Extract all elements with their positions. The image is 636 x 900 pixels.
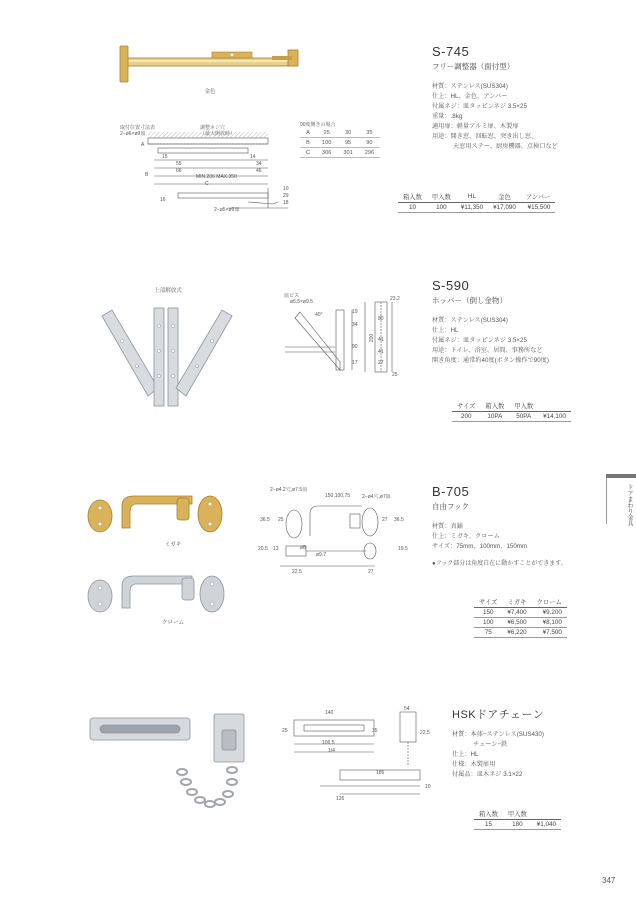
table-row bbox=[474, 608, 567, 618]
s745-photo-caption: 金色 bbox=[204, 89, 216, 95]
s745-min-max: MIN.206 MAX.350 bbox=[196, 174, 237, 180]
table-cell: 95 bbox=[337, 138, 358, 148]
table-header bbox=[532, 808, 561, 820]
table-header: ミガキ bbox=[502, 596, 531, 608]
spec-line: サイズ：75mm、100mm、150mm bbox=[432, 543, 528, 550]
table-cell: 75 bbox=[474, 628, 502, 638]
spec-line: 仕様：木製扉用 bbox=[452, 761, 496, 768]
spec-line: 材質：ステンレス(SUS304) bbox=[432, 317, 508, 324]
side-tab-label: ドアまわり金具 bbox=[626, 484, 632, 526]
b705-holes-left: 2−ø4.2穴,ø7.5皿 bbox=[270, 487, 308, 493]
table-header: 箱入数 bbox=[474, 808, 503, 820]
b705-dim: 13 bbox=[273, 546, 279, 552]
table-header: アンバー bbox=[521, 191, 556, 203]
table-cell: 150 bbox=[474, 608, 502, 618]
b705-name: 自由フック bbox=[432, 502, 469, 511]
table-cell: 180 bbox=[503, 820, 532, 830]
table-cell: ¥11,350 bbox=[456, 203, 488, 213]
s745-dim-10: 10 bbox=[283, 186, 289, 192]
s590-drawing bbox=[280, 292, 410, 382]
table-cell: 35 bbox=[359, 128, 380, 138]
b705-dim: 25 bbox=[278, 517, 284, 523]
table-cell: 10PA bbox=[480, 412, 509, 422]
table-row bbox=[474, 820, 561, 830]
table-row bbox=[474, 618, 567, 628]
table-cell: 100 bbox=[427, 203, 456, 213]
s745-dim-66: 66 bbox=[176, 168, 182, 174]
table-cell: 301 bbox=[337, 148, 358, 158]
b705-holes-right: 2−ø4穴,ø7皿 bbox=[362, 494, 391, 500]
hsk-specs bbox=[452, 730, 544, 780]
b705-dim: 19.5 bbox=[398, 546, 408, 552]
table-cell: 296 bbox=[359, 148, 380, 158]
s745-info bbox=[432, 44, 558, 152]
spec-line: 開き角度：通常約40度(ボタン操作で90度) bbox=[432, 357, 549, 364]
s745-photo bbox=[112, 40, 312, 88]
table-header: 金色 bbox=[488, 191, 521, 203]
s590-dim: 41 bbox=[378, 337, 384, 343]
b705-code: B-705 bbox=[432, 484, 470, 499]
table-cell: ¥7,500 bbox=[532, 628, 567, 638]
s745-screw-holes2-label: 2−ø5×ø9皿 bbox=[214, 207, 240, 213]
s745-dim-16: 16 bbox=[160, 197, 166, 203]
b705-dim: ø9.7 bbox=[316, 552, 327, 558]
b705-price-table bbox=[474, 596, 567, 638]
table-cell: ¥17,090 bbox=[488, 203, 521, 213]
s745-open90-block bbox=[300, 121, 380, 158]
spec-line: 仕上：HL、金色、アンバー bbox=[432, 93, 508, 100]
s590-dim: 34 bbox=[352, 322, 358, 328]
s745-letter-c: C bbox=[205, 181, 209, 187]
spec-line: 材質：本体−ステンレス(SUS430) bbox=[452, 731, 544, 738]
hsk-dim: 186 bbox=[376, 770, 385, 776]
table-cell: ¥6,220 bbox=[502, 628, 531, 638]
s745-letter-a: A bbox=[141, 142, 145, 148]
hsk-info bbox=[452, 706, 544, 780]
spec-line: チェーン−鉄 bbox=[473, 741, 508, 748]
spec-line: 適用扉：軽量アルミ扉、木製扉 bbox=[432, 123, 519, 130]
table-header: 甲入数 bbox=[427, 191, 456, 203]
side-tab-bar bbox=[606, 474, 636, 478]
hsk-code: HSKドアチェーン bbox=[452, 709, 545, 721]
table-header: サイズ bbox=[452, 400, 480, 412]
table-row bbox=[398, 203, 555, 213]
s590-photo bbox=[92, 296, 242, 416]
table-header: 箱入数 bbox=[480, 400, 509, 412]
b705-caption-chrome: クローム bbox=[161, 620, 184, 626]
b705-dim: 36.5 bbox=[260, 517, 270, 523]
b705-caption-brass: ミガキ bbox=[164, 542, 182, 548]
b705-note: ●フック部分は角度自在に動かすことができます。 bbox=[432, 561, 567, 567]
s745-open90-table bbox=[300, 128, 380, 158]
spec-line: 仕上：HL bbox=[452, 751, 479, 758]
s745-adjust-screw-label: 調整ネジ穴 bbox=[200, 125, 226, 131]
table-header: HL bbox=[456, 191, 488, 203]
hsk-price-table bbox=[474, 808, 561, 830]
table-row bbox=[452, 412, 571, 422]
s745-dim-29: 29 bbox=[283, 193, 289, 199]
s745-price-table bbox=[398, 191, 555, 213]
s590-price-table bbox=[452, 400, 571, 422]
table-cell: A bbox=[300, 128, 316, 138]
s745-mount-pitch-label: 取付位置寸法表 bbox=[120, 125, 156, 131]
table-cell: ¥14,100 bbox=[538, 412, 571, 422]
table-header: クローム bbox=[532, 596, 567, 608]
s590-dim: 23.2 bbox=[390, 296, 400, 302]
b705-dim: 27 bbox=[382, 517, 388, 523]
table-header-row bbox=[474, 596, 567, 608]
table-header: 甲入数 bbox=[509, 400, 538, 412]
s745-screw-holes-label: 2−ø6×ø9皿 bbox=[120, 131, 146, 137]
b705-photo-brass bbox=[82, 488, 232, 538]
s745-open90-title: 90度開きの場合 bbox=[300, 122, 336, 128]
s590-angle: 40° bbox=[315, 312, 323, 318]
hsk-dim: 1/4 bbox=[328, 748, 335, 754]
table-cell: ¥7,400 bbox=[502, 608, 531, 618]
s745-dim-55: 55 bbox=[176, 161, 182, 167]
table-cell: ¥9,200 bbox=[532, 608, 567, 618]
b705-dim: 27 bbox=[368, 569, 374, 575]
spec-line: 用途：開き窓、回転窓、突き出し窓、 bbox=[432, 133, 538, 140]
table-header bbox=[538, 400, 571, 412]
hsk-dim: 126 bbox=[336, 796, 345, 802]
table-cell: 10 bbox=[398, 203, 427, 213]
s745-code: S-745 bbox=[432, 44, 470, 59]
s590-code: S-590 bbox=[432, 278, 470, 293]
b705-dim: ø8 bbox=[300, 545, 306, 551]
spec-line: 仕上：HL bbox=[432, 327, 459, 334]
s590-specs bbox=[432, 316, 549, 366]
s590-dim: 80 bbox=[378, 316, 384, 322]
b705-lengths: 150,100,75 bbox=[325, 493, 351, 499]
table-header: 箱入数 bbox=[398, 191, 427, 203]
table-cell: 15 bbox=[474, 820, 503, 830]
s745-dim-15: 15 bbox=[162, 154, 168, 160]
table-cell: 200 bbox=[452, 412, 480, 422]
s590-dim: 41 bbox=[378, 349, 384, 355]
b705-dim: 22.5 bbox=[292, 569, 302, 575]
spec-line: 天窓用ステー、厨房機器、点検口など bbox=[453, 143, 558, 150]
table-header: サイズ bbox=[474, 596, 502, 608]
b705-specs bbox=[432, 522, 567, 552]
table-cell: 90 bbox=[359, 138, 380, 148]
s590-dim: 27 bbox=[378, 360, 384, 366]
spec-line: 材質：真鍮 bbox=[432, 523, 463, 530]
table-cell: 306 bbox=[316, 148, 337, 158]
hsk-dim: 25 bbox=[282, 728, 288, 734]
b705-photo-chrome bbox=[82, 568, 232, 618]
s590-photo-caption: 上部解放式 bbox=[154, 288, 182, 294]
s745-specs bbox=[432, 82, 558, 152]
b705-dim: 20.5 bbox=[258, 546, 268, 552]
table-cell: B bbox=[300, 138, 316, 148]
table-cell: 50PA bbox=[509, 412, 538, 422]
table-row bbox=[300, 148, 380, 158]
s745-dim-34: 34 bbox=[256, 161, 262, 167]
table-row bbox=[300, 128, 380, 138]
table-cell: 30 bbox=[337, 128, 358, 138]
b705-drawing bbox=[270, 494, 410, 579]
s745-dim-14: 14 bbox=[250, 154, 256, 160]
table-header: 甲入数 bbox=[503, 808, 532, 820]
table-cell: ¥15,500 bbox=[521, 203, 556, 213]
s590-dim: 200 bbox=[369, 333, 376, 343]
hsk-dim: 10 bbox=[425, 784, 431, 790]
s590-dim: 19 bbox=[352, 309, 358, 315]
s745-dim-18: 18 bbox=[283, 200, 289, 206]
hsk-dim: 22.5 bbox=[420, 730, 430, 736]
table-header-row bbox=[398, 191, 555, 203]
table-cell: 100 bbox=[316, 138, 337, 148]
s590-dim: 25 bbox=[392, 372, 398, 378]
table-cell: ¥6,500 bbox=[502, 618, 531, 628]
spec-line: 付属品：皿木ネジ 3.1×22 bbox=[452, 771, 523, 778]
s590-screw-size: ø5.5×ø9.5 bbox=[290, 299, 313, 305]
b705-dim: 36.5 bbox=[394, 517, 404, 523]
s590-dim: 90 bbox=[352, 344, 358, 350]
table-cell: ¥1,040 bbox=[532, 820, 561, 830]
s590-dim: 17 bbox=[352, 360, 358, 366]
hsk-dim: 35 bbox=[372, 728, 378, 734]
table-header-row bbox=[474, 808, 561, 820]
b705-info bbox=[432, 484, 567, 567]
page-number: 347 bbox=[602, 876, 616, 885]
hsk-drawing bbox=[280, 706, 440, 806]
table-cell: C bbox=[300, 148, 316, 158]
hsk-dim: 106.5 bbox=[322, 740, 335, 746]
s745-dim-46: 46 bbox=[256, 168, 262, 174]
s745-letter-b: B bbox=[145, 172, 149, 178]
spec-line: 重量：.8kg bbox=[432, 113, 463, 120]
s590-info bbox=[432, 278, 549, 366]
s745-adjust-note: （最大開放時） bbox=[200, 131, 236, 137]
table-row bbox=[300, 138, 380, 148]
table-cell: 100 bbox=[474, 618, 502, 628]
table-row bbox=[474, 628, 567, 638]
hsk-dim: 140 bbox=[325, 710, 334, 716]
s590-name: ホッパー（倒し金物） bbox=[432, 296, 507, 305]
hsk-photo bbox=[86, 710, 256, 820]
spec-line: 付属ネジ：皿タッピンネジ 3.5×25 bbox=[432, 337, 527, 344]
spec-line: 用途：トイレ、浴室、居間、事務所など bbox=[432, 347, 543, 354]
table-cell: ¥8,100 bbox=[532, 618, 567, 628]
s590-screw-label: 皿ビス bbox=[284, 293, 300, 299]
spec-line: 材質：ステンレス(SUS304) bbox=[432, 83, 508, 90]
table-cell: 25 bbox=[316, 128, 337, 138]
s745-name: フリー調整器（面付型） bbox=[432, 62, 515, 71]
spec-line: 付属ネジ：皿タッピンネジ 3.5×25 bbox=[432, 103, 527, 110]
hsk-dim: 54 bbox=[404, 706, 410, 712]
table-header-row bbox=[452, 400, 571, 412]
spec-line: 仕上：ミガキ、クローム bbox=[432, 533, 500, 540]
